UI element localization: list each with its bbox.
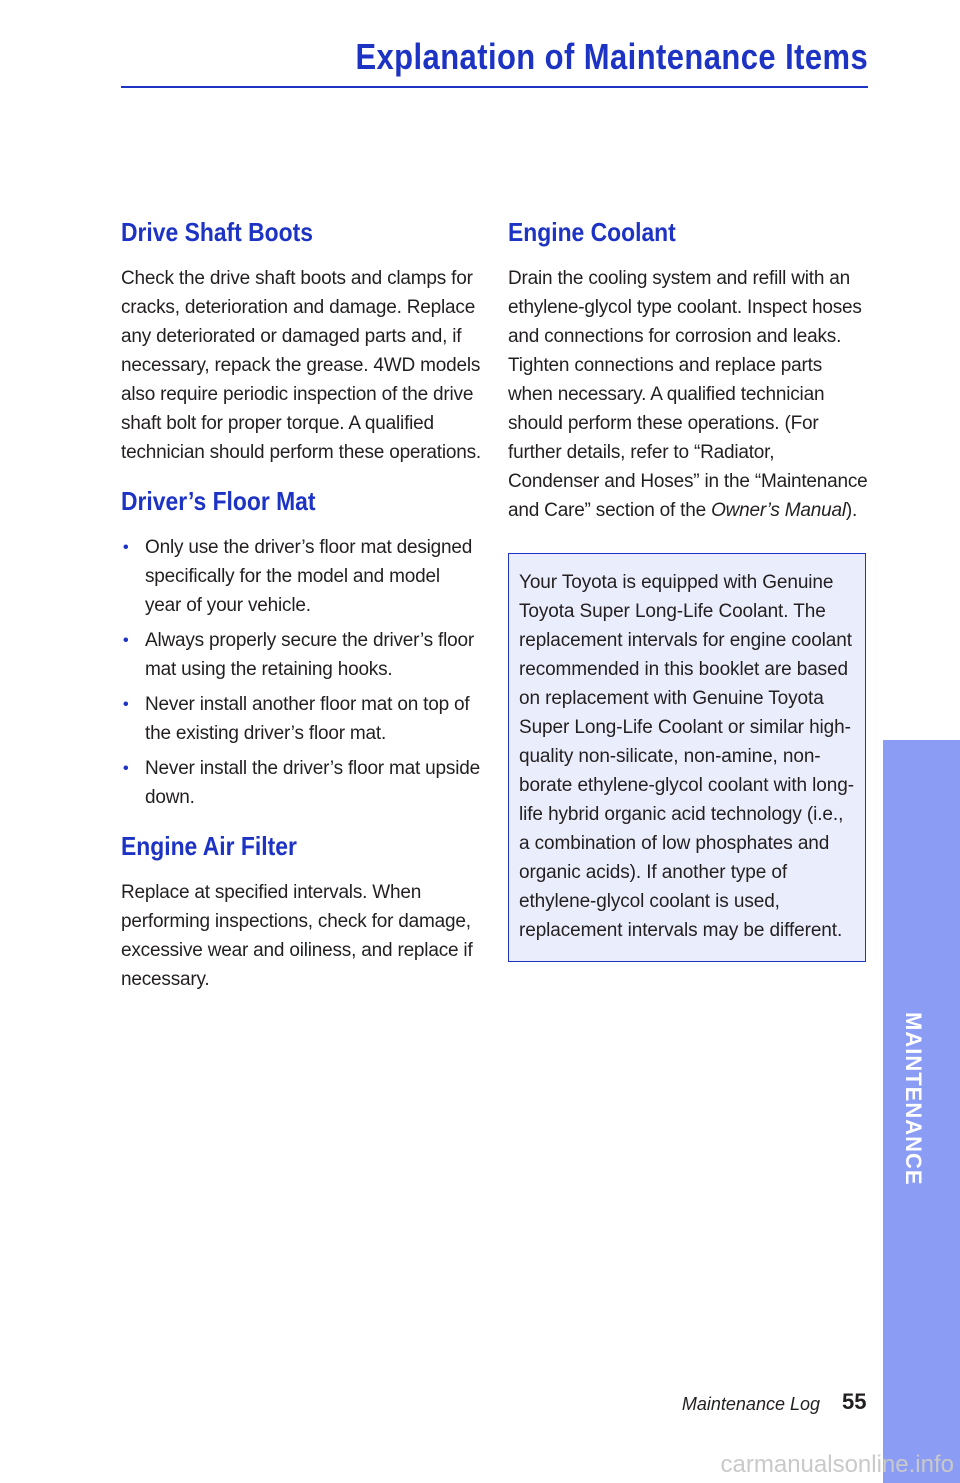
left-column [121, 212, 481, 1008]
list-item-text: Never install the driver’s floor mat upside down. [145, 758, 480, 808]
section-body: Replace at specified intervals. When performing inspections, check for damage, excessive wear and oiliness, and replace if necessary. [121, 882, 473, 990]
section-heading: Drive Shaft Boots [121, 217, 313, 247]
note-text: Your Toyota is equipped with Genuine Toyota Super Long-Life Coolant. The replacement intervals for engine coolant recommended in this booklet are based on replacement with Genuine Toyota Super Long-Life Coolant or similar high-quality non-silicate, non-amine, non-borate ethylene-glycol coolant with long-life hybrid organic acid technology (i.e., a combination of low phosphates and organic acids). If another type of ethylene-glycol coolant is used, replacement intervals may be different. [519, 572, 854, 941]
section-drive-shaft-boots [121, 212, 481, 467]
right-column [508, 212, 870, 962]
coolant-note-box [508, 553, 866, 962]
list-item-text: Always properly secure the driver’s floor mat using the retaining hooks. [145, 630, 475, 680]
section-body-closing: ). [845, 500, 858, 521]
section-body-text: Drain the cooling system and refill with an ethylene-glycol type coolant. Inspect hoses and connections for corrosion and leaks. Tighten connections and replace parts when necessary. A qualified technician should perform these operations. (For further details, refer to “Radiator, Condenser and Hoses” in the “Maintenance and Care” section of the [508, 268, 868, 521]
bullet-icon: • [123, 760, 129, 777]
page-number: 55 [842, 1389, 867, 1414]
section-drivers-floor-mat [121, 481, 481, 812]
list-item-text: Never install another floor mat on top of the existing driver’s floor mat. [145, 694, 470, 744]
bullet-icon: • [123, 632, 129, 649]
watermark: carmanualsonline.info [720, 1451, 954, 1478]
bullet-list [121, 533, 481, 812]
list-item [121, 690, 481, 748]
section-heading: Driver’s Floor Mat [121, 486, 316, 516]
list-item [121, 754, 481, 812]
footer-label: Maintenance Log [681, 1394, 820, 1414]
list-item [121, 533, 481, 620]
bullet-icon: • [123, 539, 129, 556]
section-heading: Engine Coolant [508, 217, 676, 247]
list-item-text: Only use the driver’s floor mat designed specifically for the model and model year of your vehicle. [145, 537, 473, 616]
section-body [508, 264, 870, 525]
section-engine-coolant [508, 212, 870, 525]
bullet-icon: • [123, 696, 129, 713]
manual-reference: Owner’s Manual [711, 500, 846, 521]
side-tab-label: MAINTENANCE [901, 1012, 926, 1186]
title-rule [121, 86, 868, 88]
section-heading: Engine Air Filter [121, 831, 297, 861]
section-engine-air-filter [121, 826, 481, 994]
section-body: Check the drive shaft boots and clamps for cracks, deterioration and damage. Replace any deteriorated or damaged parts and, if necessary, repack the grease. 4WD models also require periodic inspection of the drive shaft bolt for proper torque. A qualified technician should perform these operations. [121, 268, 482, 463]
list-item [121, 626, 481, 684]
page-title: Explanation of Maintenance Items [355, 36, 868, 77]
